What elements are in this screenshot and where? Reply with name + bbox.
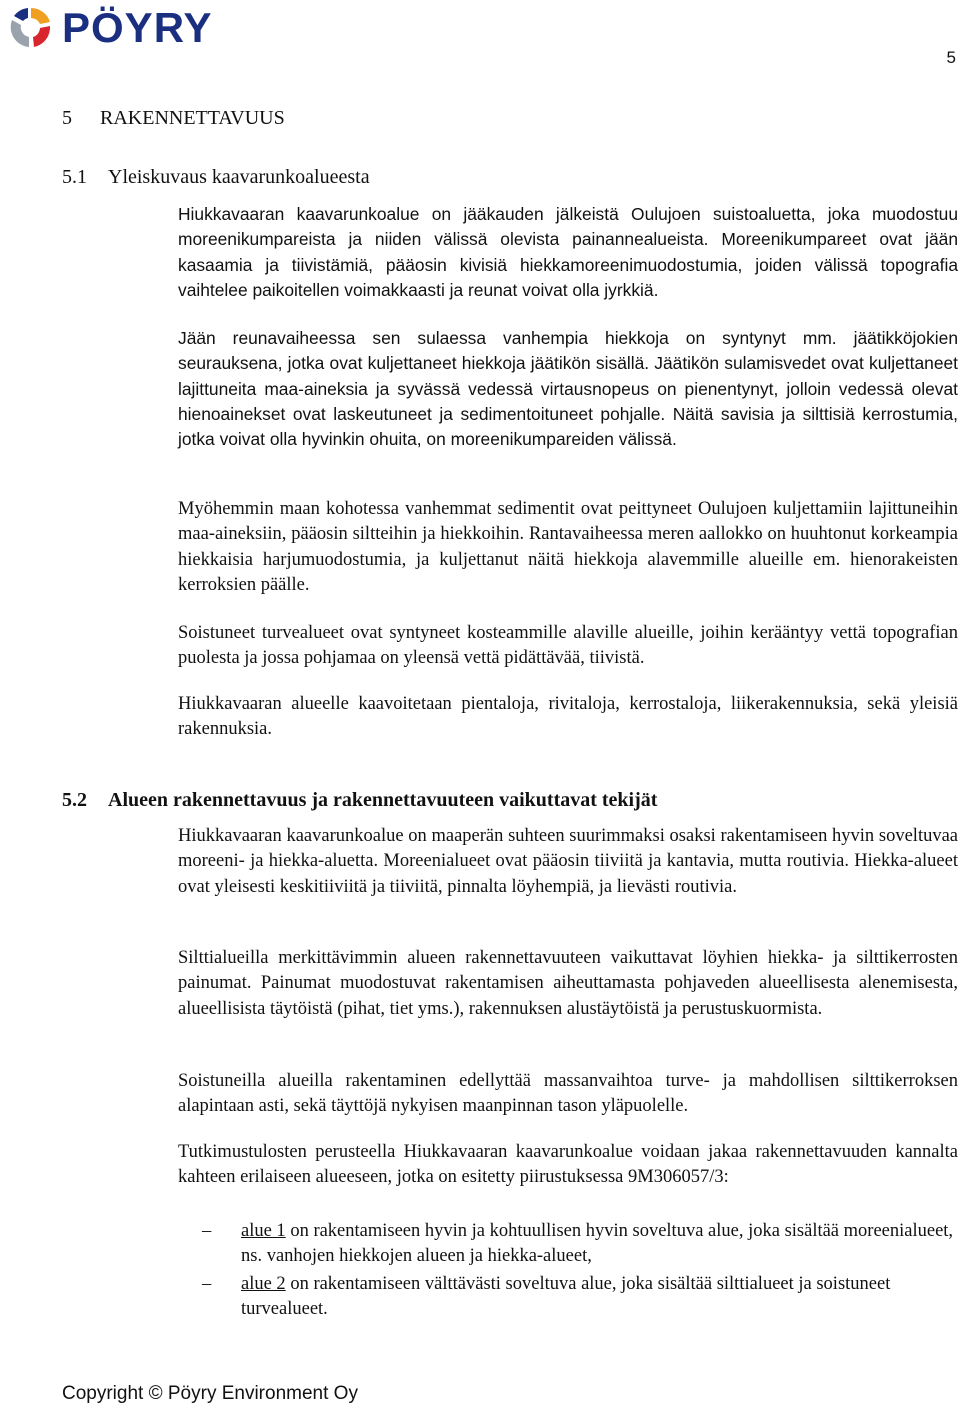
list-item-term: alue 1	[241, 1221, 286, 1241]
section-heading-5	[62, 107, 285, 130]
list-item-text	[241, 1272, 958, 1323]
poyry-logo-icon	[4, 4, 58, 52]
section-number: 5	[62, 107, 72, 129]
logo-wordmark: PÖYRY	[62, 4, 213, 51]
paragraph: Hiukkavaaran kaavarunkoalue on jääkauden jälkeistä Oulujoen suistoaluetta, joka muodostuu moreenikumpareista ja niiden välissä olevista painannealueista. Moreenikumpareet ovat jään kasaamia ja tiivistämiä, pääosin kivisiä hiekkamoreenimuodostumia, joiden välissä topografia vaihtelee paikoitellen voimakkaasti ja reunat voivat olla jyrkkiä.	[178, 204, 958, 300]
paragraph: Jään reunavaiheessa sen sulaessa vanhempia hiekkoja on syntynyt mm. jäätikköjokien seurauksena, jotka ovat kuljettaneet hiekkoja jäätikön sisällä. Jäätikön sulamisvedet ovat kuljettaneet lajittuneita maa-aineksia ja syvässä vedessä virtausnopeus on pienentynyt, jolloin vedessä olevat hienoainekset ovat laskeutuneet ja sedimentoituneet pohjalle. Näitä savisia ja silttisiä kerrostumia, jotka voivat olla hyvinkin ohuita, on moreenikumpareiden välissä.	[178, 328, 958, 450]
paragraph: Myöhemmin maan kohotessa vanhemmat sedimentit ovat peittyneet Oulujoen kuljettamiin lajittuneihin maa-aineksiin, pääosin siltteihin ja hiekkoihin. Rantavaiheessa meren aallokko on huuhtonut korkeampia hiekkaisia harjumuodostumia, ja kuljettanut näitä hiekkoja alavemmille alueille em. hienorakeisten kerroksien päälle.	[178, 499, 958, 595]
paragraph: Hiukkavaaran alueelle kaavoitetaan pientaloja, rivitaloja, kerrostaloja, liikerakennuksia, sekä yleisiä rakennuksia.	[178, 694, 958, 740]
list-item-term: alue 2	[241, 1274, 286, 1294]
list-item-body: on rakentamiseen hyvin ja kohtuullisen hyvin soveltuva alue, joka sisältää moreenialueet, ns. vanhojen hiekkojen alueen ja hiekka-alueet,	[241, 1221, 954, 1267]
section-title: Alueen rakennettavuus ja rakennettavuuteen vaikuttavat tekijät	[108, 789, 658, 811]
list-item-body: on rakentamiseen välttävästi soveltuva alue, joka sisältää silttialueet ja soistuneet turvealueet.	[241, 1274, 891, 1320]
paragraph: Soistuneet turvealueet ovat syntyneet kosteammille alaville alueille, joihin kerääntyy vettä topografian puolesta ja jossa pohjamaa on yleensä vettä pidättävää, tiivistä.	[178, 623, 958, 669]
dash-bullet: –	[202, 1221, 212, 1241]
dash-bullet: –	[202, 1274, 212, 1294]
paragraph: Tutkimustulosten perusteella Hiukkavaaran kaavarunkoalue voidaan jakaa rakennettavuuden kannalta kahteen erilaiseen alueeseen, jotka on esitetty piirustuksessa 9M306057/3:	[178, 1142, 958, 1188]
paragraph: Hiukkavaaran kaavarunkoalue on maaperän suhteen suurimmaksi osaksi rakentamiseen hyvin soveltuvaa moreeni- ja hiekka-aluetta. Moreenialueet ovat pääosin tiiviitä ja kantavia, mutta routivia. Hiekka-alueet ovat yleisesti keskitiiviitä ja tiiviitä, pinnalta löyhempiä, ja lievästi routivia.	[178, 826, 958, 897]
section-heading-5-2	[62, 789, 657, 812]
company-logo	[4, 4, 244, 52]
section-title: Yleiskuvaus kaavarunkoalueesta	[108, 166, 370, 188]
footer-copyright: Copyright © Pöyry Environment Oy	[62, 1383, 358, 1404]
paragraph: Silttialueilla merkittävimmin alueen rakennettavuuteen vaikuttavat löyhien hiekka- ja silttikerrosten painumat. Painumat muodostuvat rakentamisen aiheuttamasta pohjaveden alueellisesta alenemisesta, alueellisista täytöistä (pihat, tiet yms.), rakennuksen alustäytöistä ja perustuskuormista.	[178, 948, 958, 1019]
page-number: 5	[946, 48, 956, 67]
section-number: 5.2	[62, 789, 87, 811]
paragraph: Soistuneilla alueilla rakentaminen edellyttää massanvaihtoa turve- ja mahdollisen silttikerroksen alapintaan asti, sekä täyttöjä nykyisen maanpinnan tason yläpuolelle.	[178, 1071, 958, 1117]
section-title: RAKENNETTAVUUS	[100, 107, 285, 129]
list-item-text	[241, 1219, 958, 1270]
section-heading-5-1	[62, 166, 370, 189]
section-number: 5.1	[62, 166, 87, 188]
